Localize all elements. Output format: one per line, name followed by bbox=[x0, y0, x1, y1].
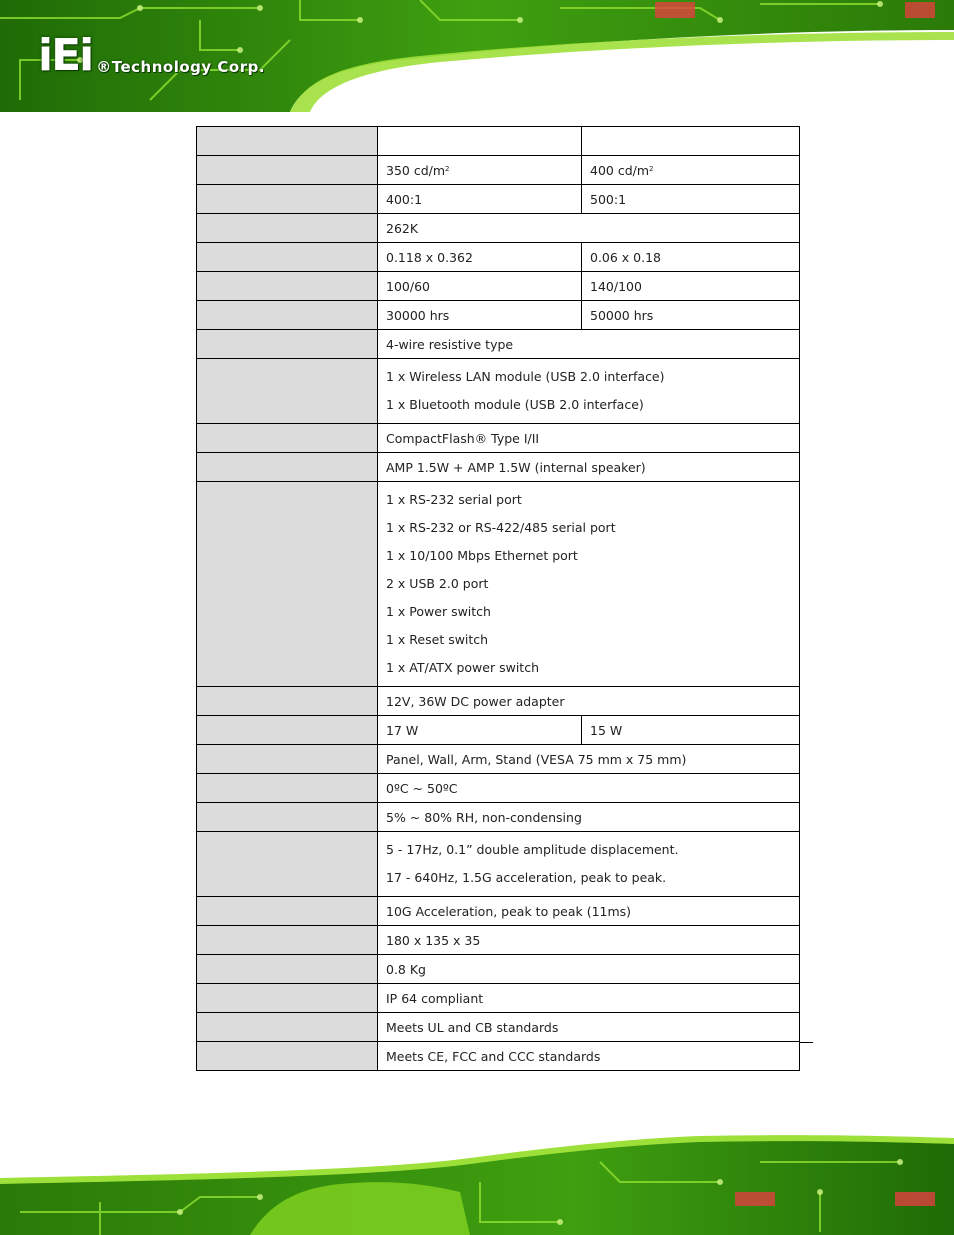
table-row bbox=[197, 1013, 800, 1042]
table-row bbox=[197, 424, 800, 453]
spec-value-cell: 5% ~ 80% RH, non-condensing bbox=[378, 803, 800, 832]
table-row bbox=[197, 926, 800, 955]
spec-value-line: 1 x AT/ATX power switch bbox=[386, 660, 539, 675]
table-row bbox=[197, 301, 800, 330]
spec-value-cell: 4-wire resistive type bbox=[378, 330, 800, 359]
superscript: 2 bbox=[649, 164, 654, 173]
table-row bbox=[197, 185, 800, 214]
header-banner bbox=[0, 0, 954, 112]
spec-label-cell bbox=[197, 482, 378, 687]
spec-value: 0.06 x 0.18 bbox=[590, 249, 662, 265]
spec-label-cell bbox=[197, 803, 378, 832]
table-row bbox=[197, 832, 800, 897]
table-row bbox=[197, 453, 800, 482]
spec-label-cell bbox=[197, 1013, 378, 1042]
table-row bbox=[197, 214, 800, 243]
spec-label-cell bbox=[197, 185, 378, 214]
spec-label-cell bbox=[197, 897, 378, 926]
spec-value-cell: IP 64 compliant bbox=[378, 984, 800, 1013]
table-header-row bbox=[197, 127, 800, 156]
spec-value-cell-1 bbox=[378, 272, 582, 301]
spec-value-cell bbox=[378, 359, 800, 424]
spec-value-cell: 180 x 135 x 35 bbox=[378, 926, 800, 955]
spec-value-cell bbox=[378, 832, 800, 897]
spec-value: 400:1 bbox=[386, 191, 423, 207]
spec-value-line: 1 x Bluetooth module (USB 2.0 interface) bbox=[386, 397, 644, 412]
table-row bbox=[197, 774, 800, 803]
spec-value-cell: AMP 1.5W + AMP 1.5W (internal speaker) bbox=[378, 453, 800, 482]
spec-value-cell: 0.8 Kg bbox=[378, 955, 800, 984]
spec-value: 100/60 bbox=[386, 278, 430, 294]
spec-value-cell: 12V, 36W DC power adapter bbox=[378, 687, 800, 716]
specification-table bbox=[196, 126, 800, 1071]
spec-label-cell bbox=[197, 272, 378, 301]
table-row bbox=[197, 243, 800, 272]
table-row bbox=[197, 716, 800, 745]
spec-label-cell bbox=[197, 359, 378, 424]
spec-label-cell bbox=[197, 716, 378, 745]
spec-value-cell-1 bbox=[378, 156, 582, 185]
header-cell-2 bbox=[378, 127, 582, 156]
spec-label-cell bbox=[197, 453, 378, 482]
table-row bbox=[197, 482, 800, 687]
spec-value: 0.118 x 0.362 bbox=[386, 249, 473, 265]
spec-value-cell-1 bbox=[378, 716, 582, 745]
spec-value-cell: 10G Acceleration, peak to peak (11ms) bbox=[378, 897, 800, 926]
spec-value: 30000 hrs bbox=[386, 307, 450, 323]
spec-value-cell: 0ºC ~ 50ºC bbox=[378, 774, 800, 803]
header-cell-3 bbox=[582, 127, 800, 156]
spec-label-cell bbox=[197, 243, 378, 272]
spec-value: 500:1 bbox=[590, 191, 627, 207]
spec-label-cell bbox=[197, 984, 378, 1013]
spec-label-cell bbox=[197, 424, 378, 453]
spec-value-cell: Meets UL and CB standards bbox=[378, 1013, 800, 1042]
spec-value-line: 1 x Reset switch bbox=[386, 632, 489, 647]
spec-value-cell-2 bbox=[582, 301, 800, 330]
spec-value-line: 1 x Wireless LAN module (USB 2.0 interface) bbox=[386, 369, 665, 384]
table-row bbox=[197, 359, 800, 424]
spec-value: 140/100 bbox=[590, 278, 642, 294]
table-row bbox=[197, 803, 800, 832]
superscript: 2 bbox=[445, 164, 450, 173]
spec-value-cell-2 bbox=[582, 716, 800, 745]
logo-mark: iEi bbox=[38, 30, 93, 81]
table-row bbox=[197, 897, 800, 926]
spec-value-cell-1 bbox=[378, 243, 582, 272]
spec-label-cell bbox=[197, 214, 378, 243]
spec-value-cell-1 bbox=[378, 185, 582, 214]
table-row bbox=[197, 1042, 800, 1071]
spec-label-cell bbox=[197, 745, 378, 774]
table-row bbox=[197, 272, 800, 301]
spec-value-cell: CompactFlash® Type I/II bbox=[378, 424, 800, 453]
spec-value-cell-2 bbox=[582, 156, 800, 185]
spec-value-line: 1 x RS-232 serial port bbox=[386, 492, 522, 507]
spec-label-cell bbox=[197, 330, 378, 359]
table-row bbox=[197, 745, 800, 774]
spec-value-line: 1 x 10/100 Mbps Ethernet port bbox=[386, 548, 578, 563]
company-logo bbox=[38, 30, 266, 81]
spec-value-line: 17 - 640Hz, 1.5G acceleration, peak to peak. bbox=[386, 870, 667, 885]
spec-label-cell bbox=[197, 1042, 378, 1071]
spec-value-line: 5 - 17Hz, 0.1” double amplitude displacement. bbox=[386, 842, 679, 857]
footer-banner bbox=[0, 1122, 954, 1235]
spec-label-cell bbox=[197, 926, 378, 955]
logo-company-name: ®Technology Corp. bbox=[96, 58, 266, 76]
spec-value: 15 W bbox=[590, 722, 623, 738]
spec-value-cell: Meets CE, FCC and CCC standards bbox=[378, 1042, 800, 1071]
spec-value: 17 W bbox=[386, 722, 419, 738]
spec-value-line: 2 x USB 2.0 port bbox=[386, 576, 489, 591]
spec-label-cell bbox=[197, 774, 378, 803]
spec-value: 350 cd/m bbox=[386, 162, 446, 178]
spec-value-line: 1 x Power switch bbox=[386, 604, 491, 619]
spec-label-cell bbox=[197, 687, 378, 716]
table-trailing-rule bbox=[800, 1042, 813, 1043]
spec-value: 400 cd/m bbox=[590, 162, 650, 178]
table-row bbox=[197, 330, 800, 359]
spec-value-cell: 262K bbox=[378, 214, 800, 243]
table-row bbox=[197, 984, 800, 1013]
spec-value-cell-2 bbox=[582, 243, 800, 272]
spec-value-cell-2 bbox=[582, 272, 800, 301]
spec-value-cell-1 bbox=[378, 301, 582, 330]
table-row bbox=[197, 156, 800, 185]
spec-label-cell bbox=[197, 156, 378, 185]
spec-value-cell-2 bbox=[582, 185, 800, 214]
spec-label-cell bbox=[197, 301, 378, 330]
header-cell-1 bbox=[197, 127, 378, 156]
spec-value: 50000 hrs bbox=[590, 307, 654, 323]
spec-label-cell bbox=[197, 955, 378, 984]
spec-value-cell: Panel, Wall, Arm, Stand (VESA 75 mm x 75 mm) bbox=[378, 745, 800, 774]
table-row bbox=[197, 955, 800, 984]
pcb-footer-graphic bbox=[0, 1122, 954, 1235]
spec-value-line: 1 x RS-232 or RS-422/485 serial port bbox=[386, 520, 616, 535]
table-row bbox=[197, 687, 800, 716]
spec-label-cell bbox=[197, 832, 378, 897]
spec-value-cell bbox=[378, 482, 800, 687]
